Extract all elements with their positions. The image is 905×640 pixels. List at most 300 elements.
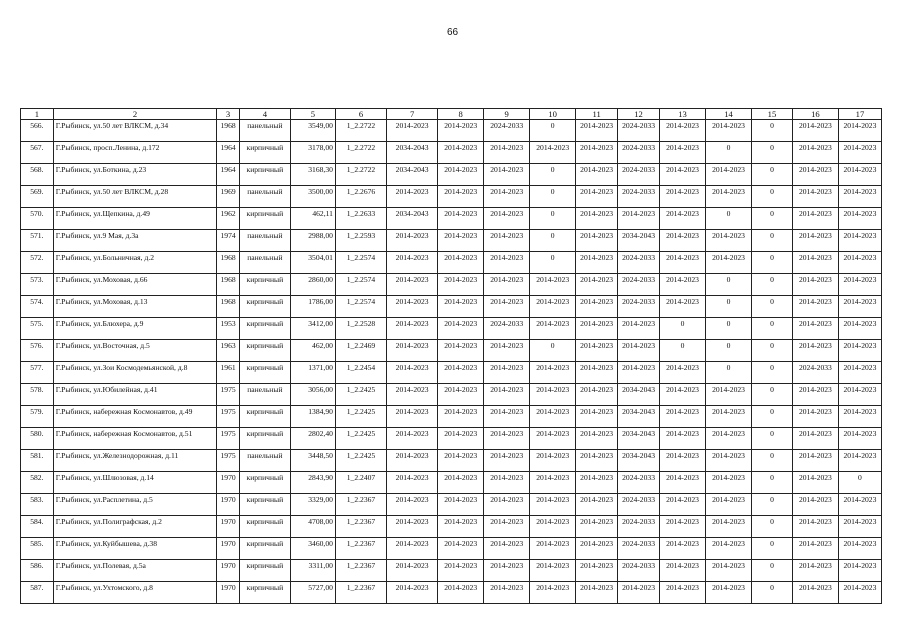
period-12-cell: 2024-2033 xyxy=(618,494,660,516)
table-row xyxy=(21,252,882,274)
period-8-cell: 2014-2023 xyxy=(438,516,484,538)
period-14-cell: 2014-2023 xyxy=(706,472,752,494)
row-number-cell: 571. xyxy=(21,230,54,252)
area-cell: 3056,00 xyxy=(290,384,335,406)
wall-material-cell: кирпичный xyxy=(239,428,290,450)
period-7-cell: 2014-2023 xyxy=(387,384,438,406)
period-13-cell: 2014-2023 xyxy=(660,560,706,582)
period-17-cell: 2014-2023 xyxy=(838,142,881,164)
period-14-cell: 2014-2023 xyxy=(706,494,752,516)
period-17-cell: 2014-2023 xyxy=(838,186,881,208)
period-10-cell: 2014-2023 xyxy=(530,406,576,428)
period-15-cell: 0 xyxy=(752,538,793,560)
period-13-cell: 2014-2023 xyxy=(660,538,706,560)
period-16-cell: 2014-2023 xyxy=(792,450,838,472)
row-number-cell: 584. xyxy=(21,516,54,538)
row-number-cell: 582. xyxy=(21,472,54,494)
table-row xyxy=(21,186,882,208)
column-header-11: 11 xyxy=(576,109,618,120)
period-14-cell: 0 xyxy=(706,318,752,340)
period-17-cell: 2014-2023 xyxy=(838,494,881,516)
period-8-cell: 2014-2023 xyxy=(438,362,484,384)
wall-material-cell: панельный xyxy=(239,252,290,274)
period-10-cell: 2014-2023 xyxy=(530,142,576,164)
period-16-cell: 2014-2023 xyxy=(792,560,838,582)
index-code-cell: 1_2.2425 xyxy=(335,450,386,472)
row-number-cell: 577. xyxy=(21,362,54,384)
index-code-cell: 1_2.2528 xyxy=(335,318,386,340)
period-13-cell: 2014-2023 xyxy=(660,450,706,472)
period-14-cell: 0 xyxy=(706,296,752,318)
period-17-cell: 2014-2023 xyxy=(838,582,881,604)
period-17-cell: 0 xyxy=(838,472,881,494)
address-cell: Г.Рыбинск, ул.Юбилейная, д.41 xyxy=(53,384,217,406)
period-9-cell: 2014-2023 xyxy=(484,538,530,560)
period-16-cell: 2024-2033 xyxy=(792,362,838,384)
year-built-cell: 1970 xyxy=(217,582,239,604)
period-10-cell: 2014-2023 xyxy=(530,472,576,494)
period-8-cell: 2014-2023 xyxy=(438,252,484,274)
period-10-cell: 2014-2023 xyxy=(530,494,576,516)
wall-material-cell: панельный xyxy=(239,384,290,406)
index-code-cell: 1_2.2574 xyxy=(335,274,386,296)
period-10-cell: 0 xyxy=(530,208,576,230)
period-11-cell: 2014-2023 xyxy=(576,120,618,142)
index-code-cell: 1_2.2469 xyxy=(335,340,386,362)
period-16-cell: 2014-2023 xyxy=(792,142,838,164)
index-code-cell: 1_2.2593 xyxy=(335,230,386,252)
index-code-cell: 1_2.2676 xyxy=(335,186,386,208)
index-code-cell: 1_2.2425 xyxy=(335,384,386,406)
column-header-8: 8 xyxy=(438,109,484,120)
period-9-cell: 2014-2023 xyxy=(484,252,530,274)
area-cell: 3504,01 xyxy=(290,252,335,274)
period-15-cell: 0 xyxy=(752,516,793,538)
period-11-cell: 2014-2023 xyxy=(576,516,618,538)
table-row xyxy=(21,428,882,450)
period-14-cell: 2014-2023 xyxy=(706,450,752,472)
period-7-cell: 2014-2023 xyxy=(387,296,438,318)
year-built-cell: 1953 xyxy=(217,318,239,340)
index-code-cell: 1_2.2367 xyxy=(335,560,386,582)
period-16-cell: 2014-2023 xyxy=(792,208,838,230)
period-17-cell: 2014-2023 xyxy=(838,538,881,560)
period-7-cell: 2014-2023 xyxy=(387,494,438,516)
address-cell: Г.Рыбинск, просп.Ленина, д.172 xyxy=(53,142,217,164)
wall-material-cell: кирпичный xyxy=(239,362,290,384)
period-9-cell: 2024-2033 xyxy=(484,318,530,340)
period-13-cell: 2014-2023 xyxy=(660,252,706,274)
wall-material-cell: панельный xyxy=(239,450,290,472)
period-9-cell: 2014-2023 xyxy=(484,384,530,406)
period-14-cell: 0 xyxy=(706,340,752,362)
period-9-cell: 2014-2023 xyxy=(484,274,530,296)
period-8-cell: 2014-2023 xyxy=(438,384,484,406)
wall-material-cell: кирпичный xyxy=(239,406,290,428)
period-9-cell: 2014-2023 xyxy=(484,164,530,186)
period-17-cell: 2014-2023 xyxy=(838,516,881,538)
period-17-cell: 2014-2023 xyxy=(838,274,881,296)
period-11-cell: 2014-2023 xyxy=(576,406,618,428)
period-8-cell: 2014-2023 xyxy=(438,120,484,142)
year-built-cell: 1970 xyxy=(217,516,239,538)
period-17-cell: 2014-2023 xyxy=(838,252,881,274)
period-10-cell: 2014-2023 xyxy=(530,450,576,472)
table-row xyxy=(21,384,882,406)
table-row xyxy=(21,340,882,362)
year-built-cell: 1968 xyxy=(217,296,239,318)
column-header-15: 15 xyxy=(752,109,793,120)
period-10-cell: 0 xyxy=(530,186,576,208)
column-header-2: 2 xyxy=(53,109,217,120)
period-8-cell: 2014-2023 xyxy=(438,406,484,428)
period-8-cell: 2014-2023 xyxy=(438,428,484,450)
column-header-5: 5 xyxy=(290,109,335,120)
row-number-cell: 567. xyxy=(21,142,54,164)
period-7-cell: 2014-2023 xyxy=(387,362,438,384)
period-11-cell: 2014-2023 xyxy=(576,318,618,340)
period-12-cell: 2024-2033 xyxy=(618,538,660,560)
period-12-cell: 2034-2043 xyxy=(618,384,660,406)
column-header-10: 10 xyxy=(530,109,576,120)
period-7-cell: 2014-2023 xyxy=(387,450,438,472)
area-cell: 3412,00 xyxy=(290,318,335,340)
year-built-cell: 1970 xyxy=(217,538,239,560)
period-10-cell: 2014-2023 xyxy=(530,560,576,582)
period-14-cell: 0 xyxy=(706,142,752,164)
period-17-cell: 2014-2023 xyxy=(838,406,881,428)
period-16-cell: 2014-2023 xyxy=(792,164,838,186)
period-11-cell: 2014-2023 xyxy=(576,142,618,164)
area-cell: 3178,00 xyxy=(290,142,335,164)
period-7-cell: 2014-2023 xyxy=(387,428,438,450)
period-10-cell: 0 xyxy=(530,164,576,186)
row-number-cell: 575. xyxy=(21,318,54,340)
period-17-cell: 2014-2023 xyxy=(838,450,881,472)
period-8-cell: 2014-2023 xyxy=(438,274,484,296)
period-11-cell: 2014-2023 xyxy=(576,274,618,296)
period-9-cell: 2014-2023 xyxy=(484,230,530,252)
column-header-13: 13 xyxy=(660,109,706,120)
period-10-cell: 2014-2023 xyxy=(530,296,576,318)
period-10-cell: 0 xyxy=(530,252,576,274)
period-9-cell: 2014-2023 xyxy=(484,340,530,362)
period-12-cell: 2024-2033 xyxy=(618,186,660,208)
table-row xyxy=(21,406,882,428)
period-7-cell: 2014-2023 xyxy=(387,472,438,494)
building-registry-table xyxy=(20,108,882,604)
period-15-cell: 0 xyxy=(752,296,793,318)
period-12-cell: 2034-2043 xyxy=(618,230,660,252)
area-cell: 2860,00 xyxy=(290,274,335,296)
period-15-cell: 0 xyxy=(752,208,793,230)
period-7-cell: 2014-2023 xyxy=(387,252,438,274)
period-7-cell: 2034-2043 xyxy=(387,142,438,164)
wall-material-cell: кирпичный xyxy=(239,582,290,604)
period-13-cell: 2014-2023 xyxy=(660,296,706,318)
period-11-cell: 2014-2023 xyxy=(576,252,618,274)
column-header-16: 16 xyxy=(792,109,838,120)
row-number-cell: 566. xyxy=(21,120,54,142)
period-16-cell: 2014-2023 xyxy=(792,494,838,516)
period-12-cell: 2024-2033 xyxy=(618,164,660,186)
year-built-cell: 1964 xyxy=(217,164,239,186)
period-11-cell: 2014-2023 xyxy=(576,494,618,516)
wall-material-cell: кирпичный xyxy=(239,142,290,164)
address-cell: Г.Рыбинск, ул.Расплетина, д.5 xyxy=(53,494,217,516)
period-15-cell: 0 xyxy=(752,362,793,384)
period-11-cell: 2014-2023 xyxy=(576,230,618,252)
row-number-cell: 581. xyxy=(21,450,54,472)
period-12-cell: 2014-2023 xyxy=(618,318,660,340)
period-15-cell: 0 xyxy=(752,252,793,274)
index-code-cell: 1_2.2367 xyxy=(335,516,386,538)
period-11-cell: 2014-2023 xyxy=(576,450,618,472)
address-cell: Г.Рыбинск, ул.Щепкина, д.49 xyxy=(53,208,217,230)
year-built-cell: 1970 xyxy=(217,560,239,582)
column-header-6: 6 xyxy=(335,109,386,120)
period-14-cell: 2014-2023 xyxy=(706,164,752,186)
row-number-cell: 583. xyxy=(21,494,54,516)
period-8-cell: 2014-2023 xyxy=(438,494,484,516)
period-13-cell: 2014-2023 xyxy=(660,120,706,142)
period-10-cell: 2014-2023 xyxy=(530,274,576,296)
period-15-cell: 0 xyxy=(752,186,793,208)
table-row xyxy=(21,142,882,164)
period-10-cell: 2014-2023 xyxy=(530,384,576,406)
index-code-cell: 1_2.2407 xyxy=(335,472,386,494)
period-16-cell: 2014-2023 xyxy=(792,538,838,560)
table-row xyxy=(21,230,882,252)
period-9-cell: 2014-2023 xyxy=(484,142,530,164)
wall-material-cell: кирпичный xyxy=(239,164,290,186)
period-16-cell: 2014-2023 xyxy=(792,186,838,208)
address-cell: Г.Рыбинск, ул.Полиграфская, д.2 xyxy=(53,516,217,538)
period-8-cell: 2014-2023 xyxy=(438,318,484,340)
period-14-cell: 2014-2023 xyxy=(706,230,752,252)
index-code-cell: 1_2.2633 xyxy=(335,208,386,230)
year-built-cell: 1968 xyxy=(217,274,239,296)
address-cell: Г.Рыбинск, ул.Ухтомского, д.8 xyxy=(53,582,217,604)
wall-material-cell: кирпичный xyxy=(239,296,290,318)
period-9-cell: 2014-2023 xyxy=(484,450,530,472)
wall-material-cell: кирпичный xyxy=(239,516,290,538)
column-header-9: 9 xyxy=(484,109,530,120)
area-cell: 1384,90 xyxy=(290,406,335,428)
period-9-cell: 2014-2023 xyxy=(484,582,530,604)
period-15-cell: 0 xyxy=(752,560,793,582)
index-code-cell: 1_2.2574 xyxy=(335,252,386,274)
period-9-cell: 2014-2023 xyxy=(484,186,530,208)
period-13-cell: 2014-2023 xyxy=(660,230,706,252)
period-12-cell: 2034-2043 xyxy=(618,428,660,450)
period-7-cell: 2014-2023 xyxy=(387,560,438,582)
period-9-cell: 2014-2023 xyxy=(484,406,530,428)
address-cell: Г.Рыбинск, ул.Боткина, д.23 xyxy=(53,164,217,186)
table-header-row xyxy=(21,109,882,120)
index-code-cell: 1_2.2367 xyxy=(335,582,386,604)
period-15-cell: 0 xyxy=(752,274,793,296)
period-9-cell: 2014-2023 xyxy=(484,472,530,494)
period-13-cell: 2014-2023 xyxy=(660,274,706,296)
period-9-cell: 2014-2023 xyxy=(484,296,530,318)
period-11-cell: 2014-2023 xyxy=(576,362,618,384)
period-16-cell: 2014-2023 xyxy=(792,406,838,428)
table-row xyxy=(21,472,882,494)
period-7-cell: 2014-2023 xyxy=(387,516,438,538)
period-17-cell: 2014-2023 xyxy=(838,164,881,186)
index-code-cell: 1_2.2574 xyxy=(335,296,386,318)
period-16-cell: 2014-2023 xyxy=(792,428,838,450)
period-12-cell: 2024-2033 xyxy=(618,252,660,274)
period-11-cell: 2014-2023 xyxy=(576,164,618,186)
year-built-cell: 1975 xyxy=(217,384,239,406)
period-14-cell: 2014-2023 xyxy=(706,120,752,142)
period-16-cell: 2014-2023 xyxy=(792,318,838,340)
row-number-cell: 586. xyxy=(21,560,54,582)
table-row xyxy=(21,362,882,384)
period-10-cell: 2014-2023 xyxy=(530,318,576,340)
period-13-cell: 2014-2023 xyxy=(660,384,706,406)
period-13-cell: 0 xyxy=(660,318,706,340)
period-17-cell: 2014-2023 xyxy=(838,318,881,340)
period-11-cell: 2014-2023 xyxy=(576,560,618,582)
period-15-cell: 0 xyxy=(752,494,793,516)
period-15-cell: 0 xyxy=(752,230,793,252)
period-17-cell: 2014-2023 xyxy=(838,428,881,450)
address-cell: Г.Рыбинск, ул.Куйбышева, д.38 xyxy=(53,538,217,560)
period-16-cell: 2014-2023 xyxy=(792,384,838,406)
period-8-cell: 2014-2023 xyxy=(438,450,484,472)
period-9-cell: 2014-2023 xyxy=(484,428,530,450)
period-15-cell: 0 xyxy=(752,384,793,406)
index-code-cell: 1_2.2367 xyxy=(335,538,386,560)
period-8-cell: 2014-2023 xyxy=(438,142,484,164)
wall-material-cell: панельный xyxy=(239,186,290,208)
period-8-cell: 2014-2023 xyxy=(438,164,484,186)
wall-material-cell: кирпичный xyxy=(239,560,290,582)
row-number-cell: 580. xyxy=(21,428,54,450)
year-built-cell: 1968 xyxy=(217,120,239,142)
period-12-cell: 2014-2023 xyxy=(618,340,660,362)
period-14-cell: 2014-2023 xyxy=(706,516,752,538)
period-7-cell: 2014-2023 xyxy=(387,318,438,340)
address-cell: Г.Рыбинск, ул.Моховая, д.13 xyxy=(53,296,217,318)
wall-material-cell: панельный xyxy=(239,230,290,252)
address-cell: Г.Рыбинск, ул.Восточная, д.5 xyxy=(53,340,217,362)
period-17-cell: 2014-2023 xyxy=(838,120,881,142)
index-code-cell: 1_2.2454 xyxy=(335,362,386,384)
period-15-cell: 0 xyxy=(752,164,793,186)
table-row xyxy=(21,560,882,582)
year-built-cell: 1975 xyxy=(217,406,239,428)
table-row xyxy=(21,164,882,186)
period-14-cell: 2014-2023 xyxy=(706,406,752,428)
table-row xyxy=(21,208,882,230)
row-number-cell: 579. xyxy=(21,406,54,428)
address-cell: Г.Рыбинск, набережная Космонавтов, д.51 xyxy=(53,428,217,450)
period-14-cell: 2014-2023 xyxy=(706,538,752,560)
wall-material-cell: кирпичный xyxy=(239,472,290,494)
period-11-cell: 2014-2023 xyxy=(576,472,618,494)
period-8-cell: 2014-2023 xyxy=(438,340,484,362)
column-header-3: 3 xyxy=(217,109,239,120)
period-16-cell: 2014-2023 xyxy=(792,516,838,538)
table-body xyxy=(21,120,882,604)
period-8-cell: 2014-2023 xyxy=(438,582,484,604)
period-13-cell: 2014-2023 xyxy=(660,516,706,538)
period-14-cell: 0 xyxy=(706,274,752,296)
period-8-cell: 2014-2023 xyxy=(438,560,484,582)
area-cell: 5727,00 xyxy=(290,582,335,604)
period-9-cell: 2014-2023 xyxy=(484,208,530,230)
wall-material-cell: кирпичный xyxy=(239,538,290,560)
period-12-cell: 2034-2043 xyxy=(618,450,660,472)
address-cell: Г.Рыбинск, ул.9 Мая, д.3а xyxy=(53,230,217,252)
row-number-cell: 570. xyxy=(21,208,54,230)
period-10-cell: 0 xyxy=(530,340,576,362)
area-cell: 3448,50 xyxy=(290,450,335,472)
period-9-cell: 2024-2033 xyxy=(484,120,530,142)
wall-material-cell: кирпичный xyxy=(239,494,290,516)
period-16-cell: 2014-2023 xyxy=(792,274,838,296)
area-cell: 462,00 xyxy=(290,340,335,362)
area-cell: 1371,00 xyxy=(290,362,335,384)
row-number-cell: 573. xyxy=(21,274,54,296)
address-cell: Г.Рыбинск, ул.Шлюзовая, д.14 xyxy=(53,472,217,494)
period-10-cell: 2014-2023 xyxy=(530,428,576,450)
address-cell: Г.Рыбинск, ул.Полевая, д.5а xyxy=(53,560,217,582)
period-11-cell: 2014-2023 xyxy=(576,428,618,450)
period-11-cell: 2014-2023 xyxy=(576,296,618,318)
period-17-cell: 2014-2023 xyxy=(838,296,881,318)
period-13-cell: 2014-2023 xyxy=(660,472,706,494)
period-12-cell: 2024-2033 xyxy=(618,296,660,318)
index-code-cell: 1_2.2722 xyxy=(335,120,386,142)
year-built-cell: 1970 xyxy=(217,472,239,494)
period-17-cell: 2014-2023 xyxy=(838,560,881,582)
table-row xyxy=(21,296,882,318)
table-row xyxy=(21,582,882,604)
column-header-1: 1 xyxy=(21,109,54,120)
period-9-cell: 2014-2023 xyxy=(484,516,530,538)
period-8-cell: 2014-2023 xyxy=(438,472,484,494)
period-13-cell: 2014-2023 xyxy=(660,142,706,164)
period-7-cell: 2014-2023 xyxy=(387,274,438,296)
period-16-cell: 2014-2023 xyxy=(792,120,838,142)
period-7-cell: 2014-2023 xyxy=(387,230,438,252)
period-14-cell: 2014-2023 xyxy=(706,384,752,406)
period-12-cell: 2014-2023 xyxy=(618,208,660,230)
area-cell: 3460,00 xyxy=(290,538,335,560)
period-16-cell: 2014-2023 xyxy=(792,472,838,494)
row-number-cell: 578. xyxy=(21,384,54,406)
period-15-cell: 0 xyxy=(752,318,793,340)
period-12-cell: 2024-2033 xyxy=(618,560,660,582)
row-number-cell: 569. xyxy=(21,186,54,208)
period-12-cell: 2034-2043 xyxy=(618,406,660,428)
period-14-cell: 2014-2023 xyxy=(706,582,752,604)
period-11-cell: 2014-2023 xyxy=(576,384,618,406)
table-row xyxy=(21,318,882,340)
area-cell: 4708,00 xyxy=(290,516,335,538)
table-row xyxy=(21,450,882,472)
period-17-cell: 2014-2023 xyxy=(838,384,881,406)
column-header-12: 12 xyxy=(618,109,660,120)
period-12-cell: 2014-2023 xyxy=(618,582,660,604)
year-built-cell: 1962 xyxy=(217,208,239,230)
row-number-cell: 576. xyxy=(21,340,54,362)
